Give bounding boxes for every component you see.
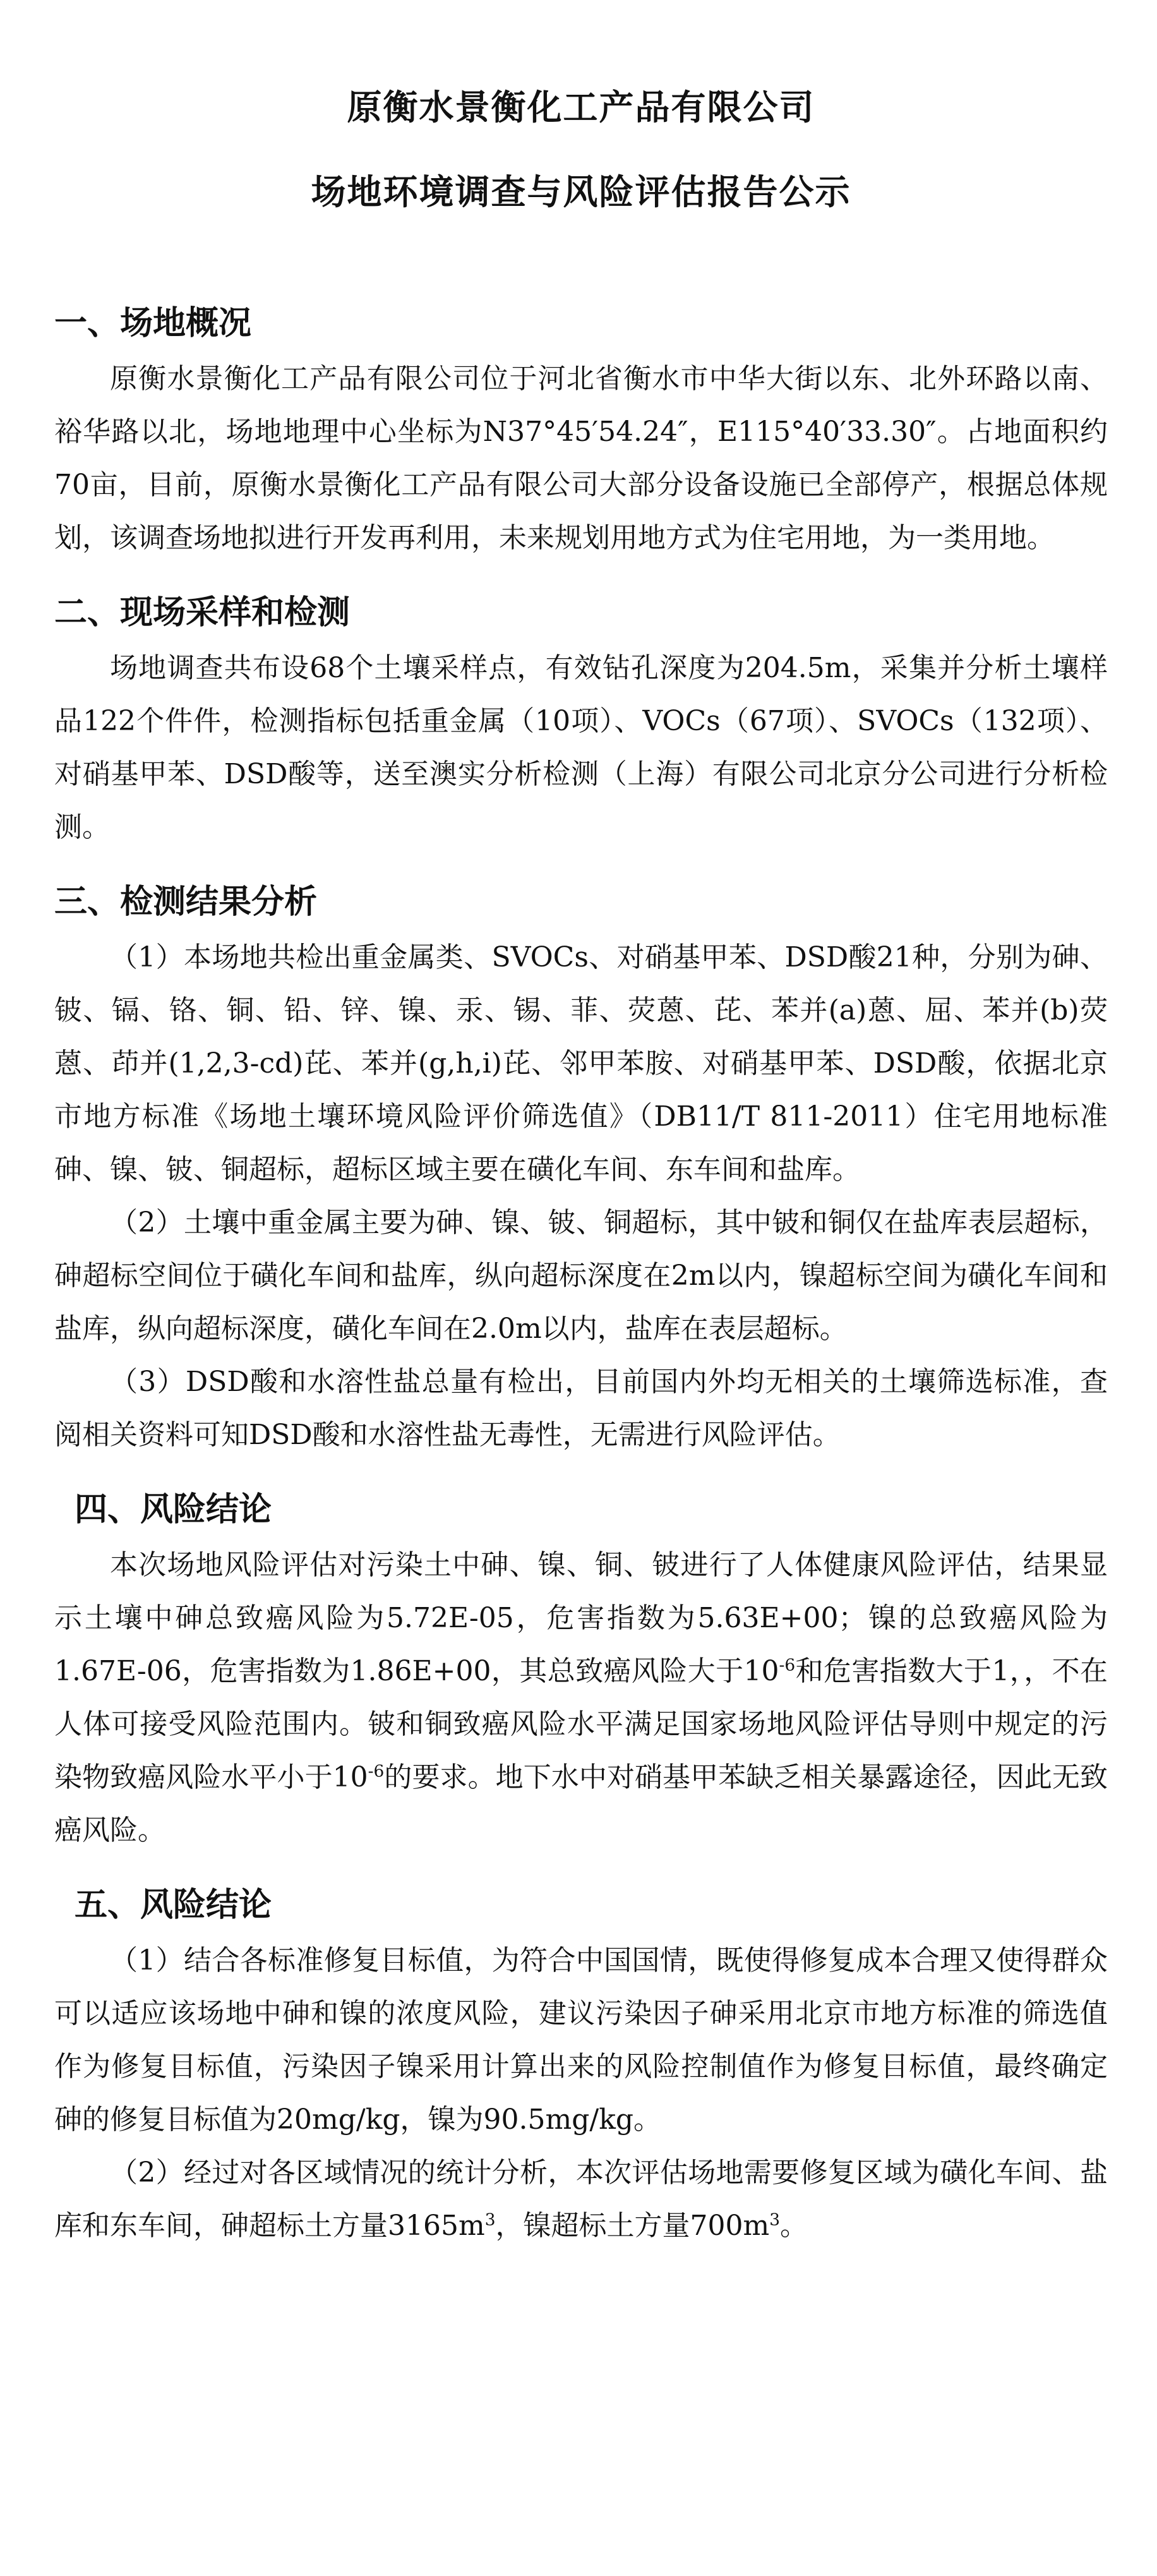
section-results-paragraph-3: （3）DSD酸和水溶性盐总量有检出，目前国内外均无相关的土壤筛选标准，查阅相关资料可知DSD酸和水溶性盐无毒性，无需进行风险评估。: [54, 1366, 1108, 1451]
cubic-exponent-2: 3: [769, 2210, 781, 2230]
section-heading-remediation-conclusion: 五、风险结论: [75, 1886, 272, 1924]
risk-text-part-b: 和危害指数大于1，，不在人体可接受风险范围内。铍和铜致癌风险水平满足国家场地风险评估导则中规定的污染物致癌风险水平小于10: [54, 1655, 1108, 1793]
risk-text-part-c: 的要求。地下水中对硝基甲苯缺乏相关暴露途径，因此无致癌风险。: [54, 1761, 1108, 1846]
section-results-paragraph-1: （1）本场地共检出重金属类、SVOCs、对硝基甲苯、DSD酸21种，分别为砷、铍、镉、铬、铜、铅、锌、镍、汞、锡、菲、荧蒽、芘、苯并(a)蒽、屈、苯并(b)荧蒽、茚并(1,2,3-cd)芘、苯并(g,h,i)芘、邻甲苯胺、对硝基甲苯、DSD酸，依据北京市地方标准《场地土壤环境风险评价筛选值》（DB11/T 811-2011）住宅用地标准砷、镍、铍、铜超标，超标区域主要在磺化车间、东车间和盐库。: [54, 941, 1108, 1186]
risk-text-part-a: 本次场地风险评估对污染土中砷、镍、铜、铍进行了人体健康风险评估，结果显示土壤中砷总致癌风险为5.72E-05，危害指数为5.63E+00；镍的总致癌风险为1.67E-06，危害指数为1.86E+00，其总致癌风险大于10: [54, 1549, 1108, 1687]
section-remediation-paragraph-1: （1）结合各标准修复目标值，为符合中国国情，既使得修复成本合理又使得群众可以适应该场地中砷和镍的浓度风险，建议污染因子砷采用北京市地方标准的筛选值作为修复目标值，污染因子镍采用计算出来的风险控制值作为修复目标值，最终确定砷的修复目标值为20mg/kg，镍为90.5mg/kg。: [54, 1944, 1108, 2136]
remediation-text-part-a: （2）经过对各区域情况的统计分析，本次评估场地需要修复区域为磺化车间、盐库和东车间，砷超标土方量3165m: [54, 2157, 1108, 2242]
remediation-text-part-c: 。: [780, 2210, 808, 2242]
section-risk-conclusion-paragraph: [54, 1539, 1108, 1857]
cubic-exponent-1: 3: [484, 2210, 496, 2230]
document-title-line-2: 场地环境调查与风险评估报告公示: [311, 171, 851, 212]
risk-exponent-1: -6: [779, 1655, 796, 1675]
section-overview-paragraph: 原衡水景衡化工产品有限公司位于河北省衡水市中华大街以东、北外环路以南、裕华路以北，场地地理中心坐标为N37°45′54.24″，E115°40′33.30″。占地面积约70亩，目前，原衡水景衡化工产品有限公司大部分设备设施已全部停产，根据总体规划，该调查场地拟进行开发再利用，未来规划用地方式为住宅用地，为一类用地。: [54, 363, 1108, 554]
section-heading-results: 三、检测结果分析: [54, 882, 318, 921]
section-remediation-paragraph-2: [54, 2146, 1108, 2253]
section-heading-overview: 一、场地概况: [54, 304, 252, 342]
risk-exponent-2: -6: [368, 1761, 385, 1781]
document-title-line-1: 原衡水景衡化工产品有限公司: [347, 87, 815, 128]
section-heading-risk-conclusion: 四、风险结论: [75, 1490, 272, 1529]
section-heading-sampling: 二、现场采样和检测: [54, 593, 351, 632]
section-results-paragraph-2: （2）土壤中重金属主要为砷、镍、铍、铜超标，其中铍和铜仅在盐库表层超标，砷超标空间位于磺化车间和盐库，纵向超标深度在2m以内，镍超标空间为磺化车间和盐库，纵向超标深度，磺化车间在2.0m以内，盐库在表层超标。: [54, 1207, 1108, 1345]
remediation-text-part-b: ，镍超标土方量700m: [495, 2210, 770, 2242]
section-sampling-paragraph: 场地调查共布设68个土壤采样点，有效钻孔深度为204.5m，采集并分析土壤样品122个件件，检测指标包括重金属（10项）、VOCs（67项）、SVOCs（132项）、对硝基甲苯、DSD酸等，送至澳实分析检测（上海）有限公司北京分公司进行分析检测。: [54, 652, 1108, 843]
